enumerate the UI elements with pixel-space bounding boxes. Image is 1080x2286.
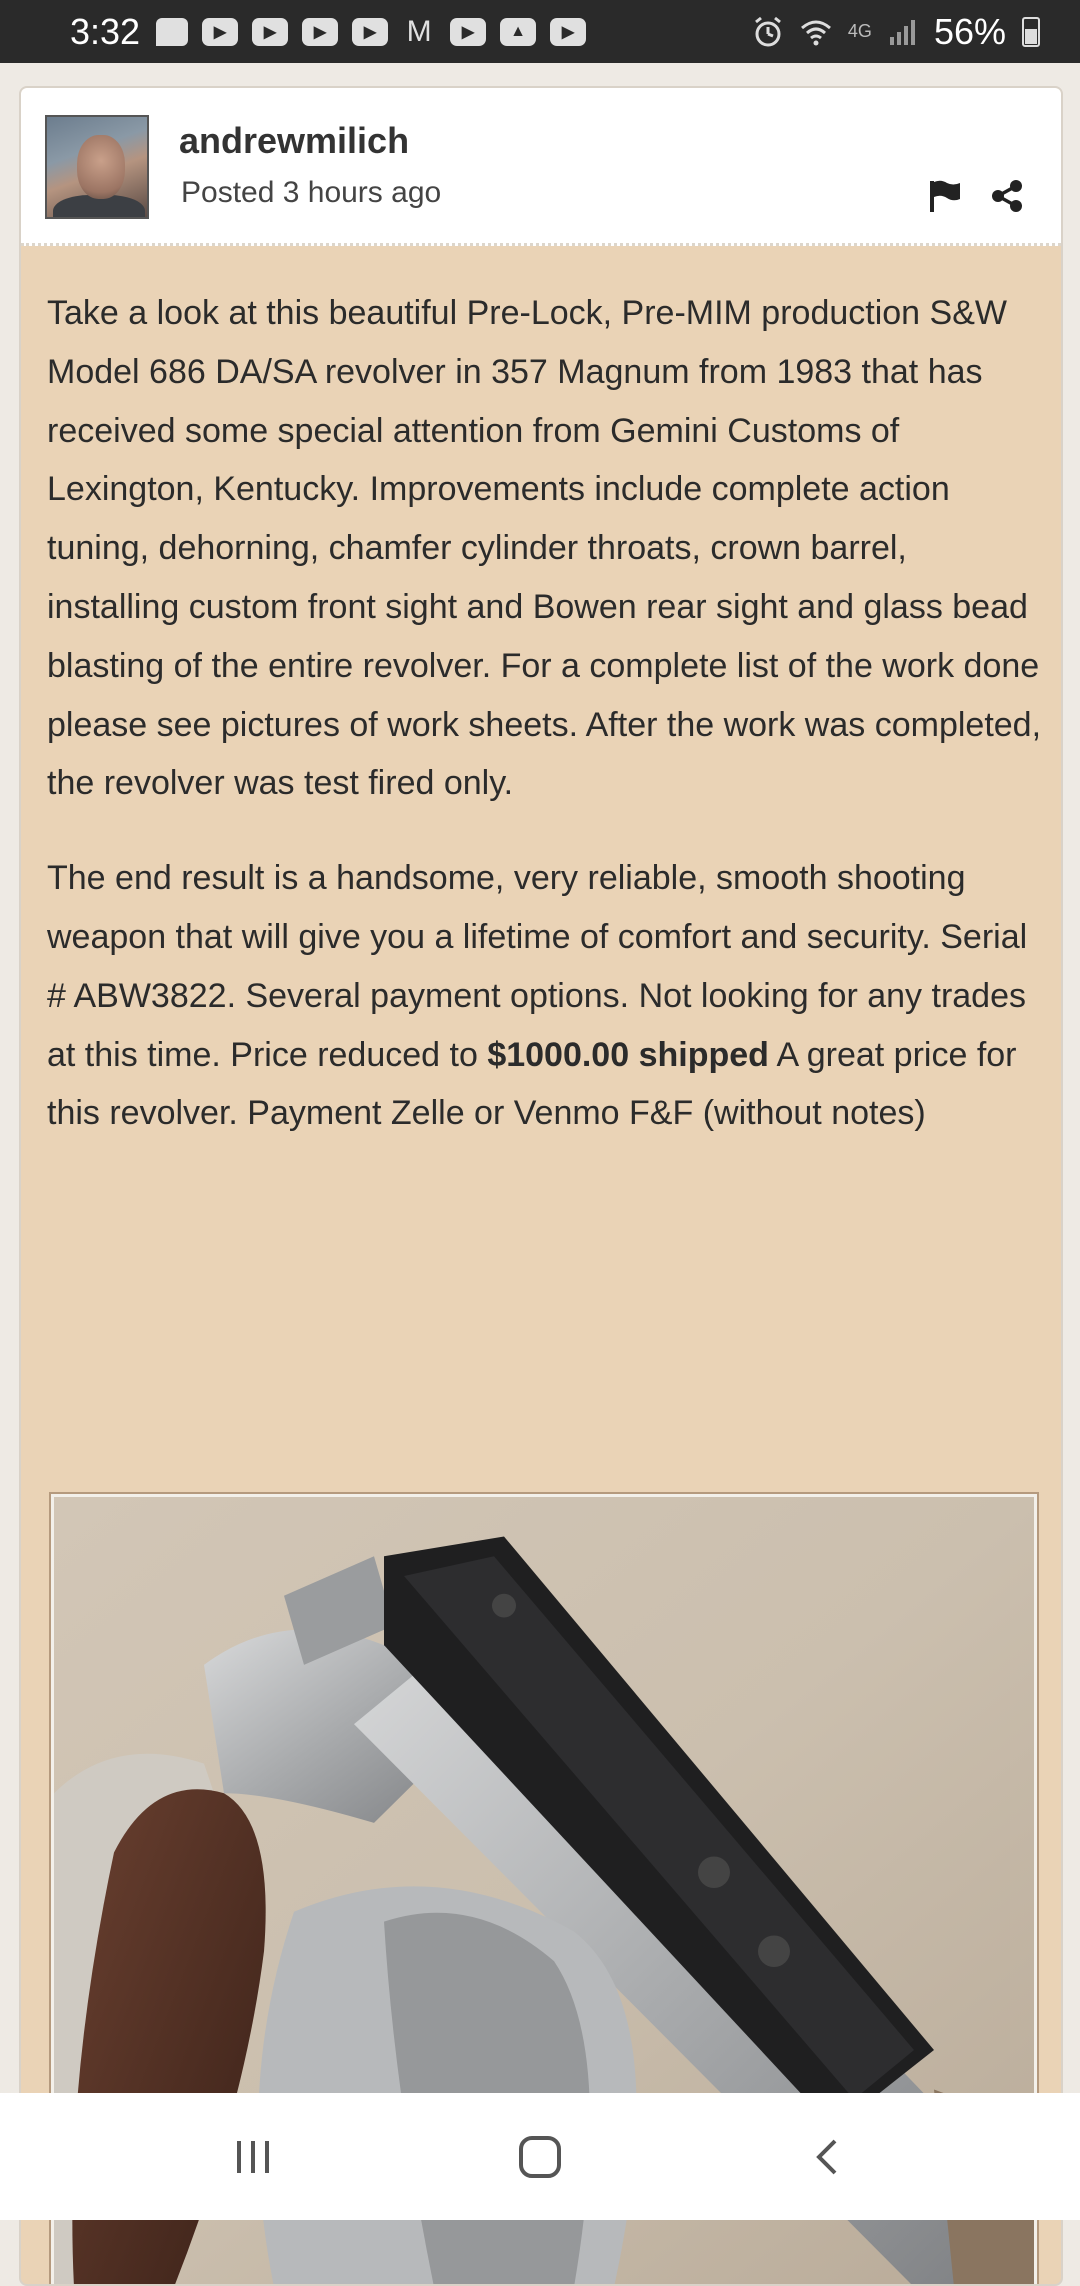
post-paragraph-2-text: The end result is a handsome, very reliable, smooth shooting weapon that will give you a lifetime of comfort and security. Serial # ABW3822. Several payment options. Not looking for any trades at this time. Price reduced to: [47, 859, 1028, 1074]
youtube-icon: ▶: [302, 18, 338, 46]
youtube-icon: ▶: [252, 18, 288, 46]
battery-icon: [1022, 17, 1040, 47]
post-paragraph-1: Take a look at this beautiful Pre-Lock, Pre-MIM production S&W Model 686 DA/SA revolver in 357 Magnum from 1983 that has received some special attention from Gemini Customs of Lexington, Kentucky. Improvements include complete action tuning, dehorning, chamfer cylinder throats, crown barrel, installing custom front sight and Bowen rear sight and glass bead blasting of the entire revolver. For a complete list of the work done please see pictures of work sheets. After the work was completed, the revolver was test fired only.: [47, 294, 1042, 803]
gmail-icon: M: [406, 14, 432, 48]
status-time: 3:32: [70, 10, 141, 52]
notification-icons: [156, 14, 586, 48]
avatar-face: [77, 135, 125, 199]
wifi-icon: [800, 16, 832, 48]
youtube-icon: ▶: [550, 18, 586, 46]
back-button[interactable]: [787, 2117, 867, 2197]
post-card: [19, 86, 1063, 2286]
flag-icon[interactable]: [927, 178, 963, 214]
author-name[interactable]: andrewmilich: [179, 120, 410, 161]
chat-icon: [156, 18, 188, 46]
youtube-icon: ▶: [352, 18, 388, 46]
gallery-icon: ▲: [500, 18, 536, 46]
youtube-icon: ▶: [202, 18, 238, 46]
post-header: [21, 88, 1061, 246]
recents-icon: [231, 2135, 275, 2179]
share-icon[interactable]: [989, 178, 1025, 214]
back-icon: [805, 2135, 849, 2179]
home-button[interactable]: [500, 2117, 580, 2197]
post-paragraph-2-tail: A great price for this revolver. Payment Zelle or Venmo F&F (without notes): [47, 1035, 1017, 1133]
price-text: $1000.00 shipped: [487, 1035, 769, 1074]
navigation-bar: [0, 2093, 1080, 2220]
post-body: [47, 284, 1047, 1179]
system-status: [752, 11, 1040, 53]
battery-percentage: 56%: [933, 10, 1006, 52]
recents-button[interactable]: [213, 2117, 293, 2197]
home-icon: [516, 2133, 564, 2181]
posted-time: Posted 3 hours ago: [181, 176, 442, 209]
network-type: 4G: [847, 21, 872, 41]
youtube-icon: ▶: [450, 18, 486, 46]
avatar[interactable]: [45, 115, 149, 219]
post-paragraph-2: [47, 849, 1047, 1143]
alarm-icon: [752, 16, 784, 48]
status-bar: [0, 0, 1080, 63]
signal-icon: [888, 17, 918, 47]
